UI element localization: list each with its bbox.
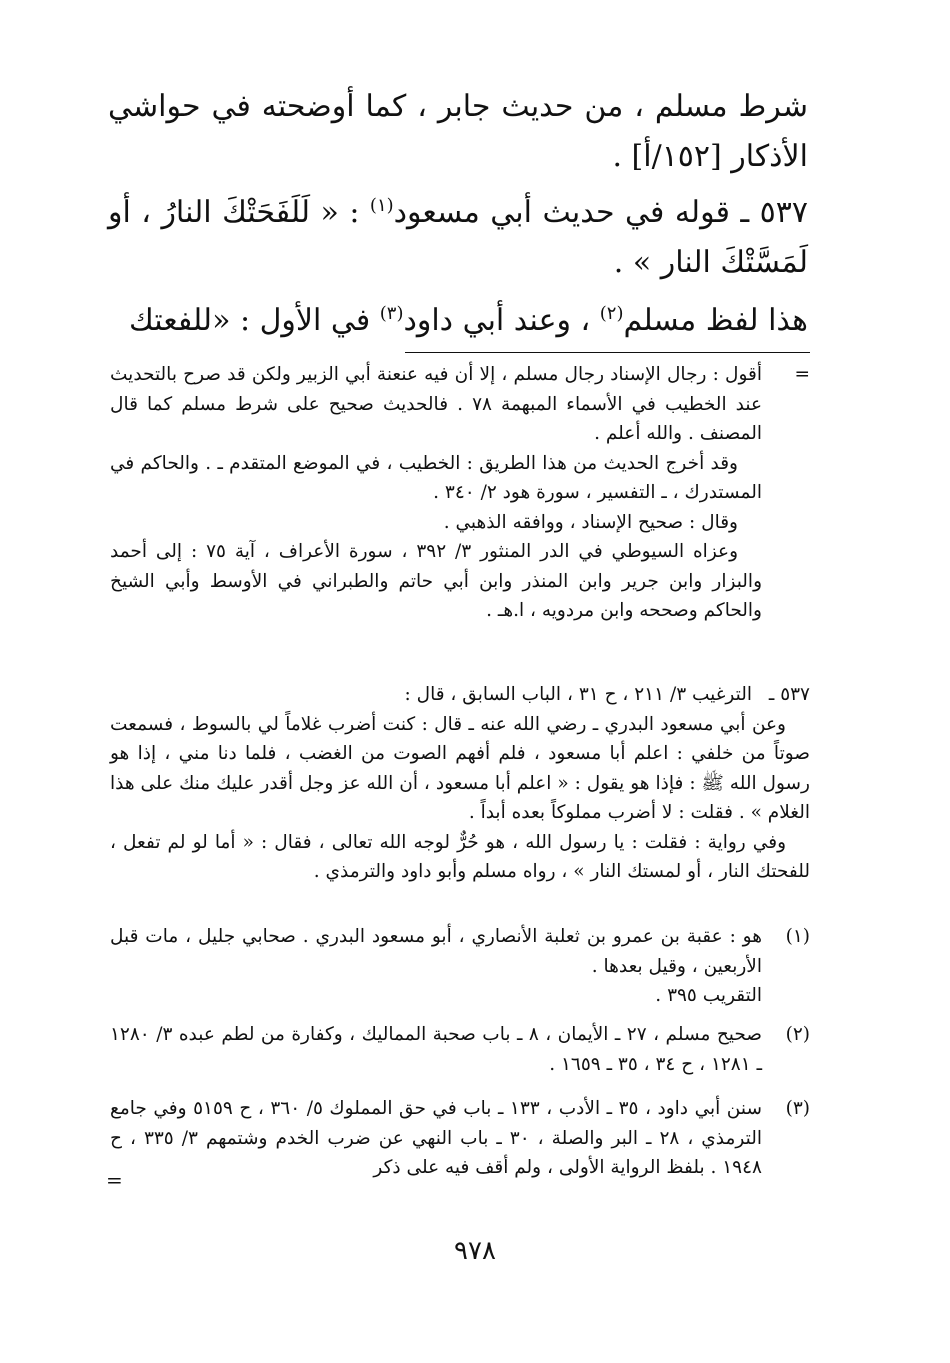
main-paragraph-2 xyxy=(108,188,808,288)
page-number: ٩٧٨ xyxy=(454,1236,496,1266)
hadith-537-quote: : « لَلَفَحَتْكَ النارُ ، أو لَمَسَّتْكَ النار » . xyxy=(108,195,808,280)
main-text-3 xyxy=(108,296,808,346)
footnote-paragraph: سنن أبي داود ، ٣٥ ـ الأدب ، ١٣٣ ـ باب في حق المملوك ٥/ ٣٦٠ ، ح ٥١٥٩ وفي جامع الترمذي ، ٢٨ ـ البر والصلة ، ٣٠ ـ باب النهي عن ضرب الخدم وشتمهم ٣/ ٣٣٥ ، ح ١٩٤٨ . بلفظ الرواية الأولى ، ولم أقف فيه على ذكر xyxy=(110,1098,762,1178)
footnote-paragraph: وقال : صحيح الإسناد ، ووافقه الذهبي . xyxy=(443,511,738,533)
footnote-paragraph: وعزاه السيوطي في الدر المنثور ٣/ ٣٩٢ ، سورة الأعراف ، آية ٧٥ : إلى أحمد والبزار وابن جرير وابن المنذر وابن أبي حاتم والطبراني في الأوسط وأبي الشيخ والحاكم وصححه وابن مردويه ، ا.هـ . xyxy=(110,541,762,621)
footnote-paragraph: وعن أبي مسعود البدري ـ رضي الله عنه ـ قال : كنت أضرب غلاماً لي بالسوط ، فسمعت صوتاً من خلفي : اعلم أبا مسعود ، فلم أفهم الصوت من الغضب ، فلما دنا مني ، إذا هو رسول الله ﷺ : فإذا هو يقول : « اعلم أبا مسعود ، أن الله عز وجل أقدر عليك منك على هذا الغلام » . فقلت : لا أضرب مملوكاً بعده أبداً . xyxy=(110,713,810,823)
footnote-2-marker: (٢) xyxy=(785,1024,810,1045)
footnote-ref-3[interactable]: (٣) xyxy=(379,303,404,324)
text-segment: هذا لفظ مسلم xyxy=(623,303,808,338)
footnote-2 xyxy=(110,1020,810,1079)
footnote-537-marker: ٥٣٧ ـ xyxy=(768,684,810,705)
footnote-1 xyxy=(110,922,810,1011)
footnote-paragraph: الترغيب ٣/ ٢١١ ، ح ٣١ ، الباب السابق ، قال : xyxy=(404,684,752,705)
footnote-3 xyxy=(110,1094,810,1183)
text-segment: ، وعند أبي داود xyxy=(403,303,591,338)
footnote-divider xyxy=(405,352,810,353)
footnote-paragraph: أقول : رجال الإسناد رجال مسلم ، إلا أن فيه عنعنة أبي الزبير ولكن قد صرح بالتحديث عند الخطيب في الأسماء المبهمة ٧٨ . فالحديث صحيح على شرط مسلم كما قال المصنف . والله أعلم . xyxy=(110,364,762,444)
footnote-paragraph: وقد أخرج الحديث من هذا الطريق : الخطيب ، في الموضع المتقدم ـ . والحاكم في المستدرك ، ـ التفسير ، سورة هود ٢/ ٣٤٠ . xyxy=(110,452,762,503)
footnote-537 xyxy=(110,680,810,887)
footnote-paragraph: هو : عقبة بن عمرو بن ثعلبة الأنصاري ، أبو مسعود البدري . صحابي جليل ، مات قبل الأربعين ، وقيل بعدها . xyxy=(110,926,762,977)
footnote-ref-1[interactable]: (١) xyxy=(369,195,394,216)
footnote-paragraph: التقريب ٣٩٥ . xyxy=(655,985,762,1006)
footnote-continuation xyxy=(110,360,810,626)
text-segment: في الأول : «للفعتك xyxy=(129,303,371,338)
hadith-537-lead: ٥٣٧ ـ قوله في حديث أبي مسعود xyxy=(393,195,808,230)
continuation-marker: = xyxy=(794,364,810,385)
footnote-1-marker: (١) xyxy=(785,926,810,947)
continuation-marker-end: = xyxy=(106,1168,123,1192)
footnote-paragraph: صحيح مسلم ، ٢٧ ـ الأيمان ، ٨ ـ باب صحبة المماليك ، وكفارة من لطم عبده ٣/ ١٢٨٠ ـ ١٢٨١ ، ح ٣٤ ، ٣٥ ـ ١٦٥٩ . xyxy=(110,1024,763,1075)
footnote-paragraph: وفي رواية : فقلت : يا رسول الله ، هو حُرٌّ لوجه الله تعالى ، فقال : « أما لو لم تفعل ، للفحتك النار ، أو لمستك النار » ، رواه مسلم وأبو داود والترمذي . xyxy=(110,831,810,882)
footnote-3-marker: (٣) xyxy=(785,1098,810,1119)
hadith-537-text xyxy=(108,188,808,288)
main-paragraph-1 xyxy=(108,82,808,182)
footnote-ref-2[interactable]: (٢) xyxy=(599,303,624,324)
main-paragraph-3 xyxy=(108,296,808,346)
main-text: شرط مسلم ، من حديث جابر ، كما أوضحته في حواشي الأذكار [١٥٢/أ] . xyxy=(108,89,808,174)
